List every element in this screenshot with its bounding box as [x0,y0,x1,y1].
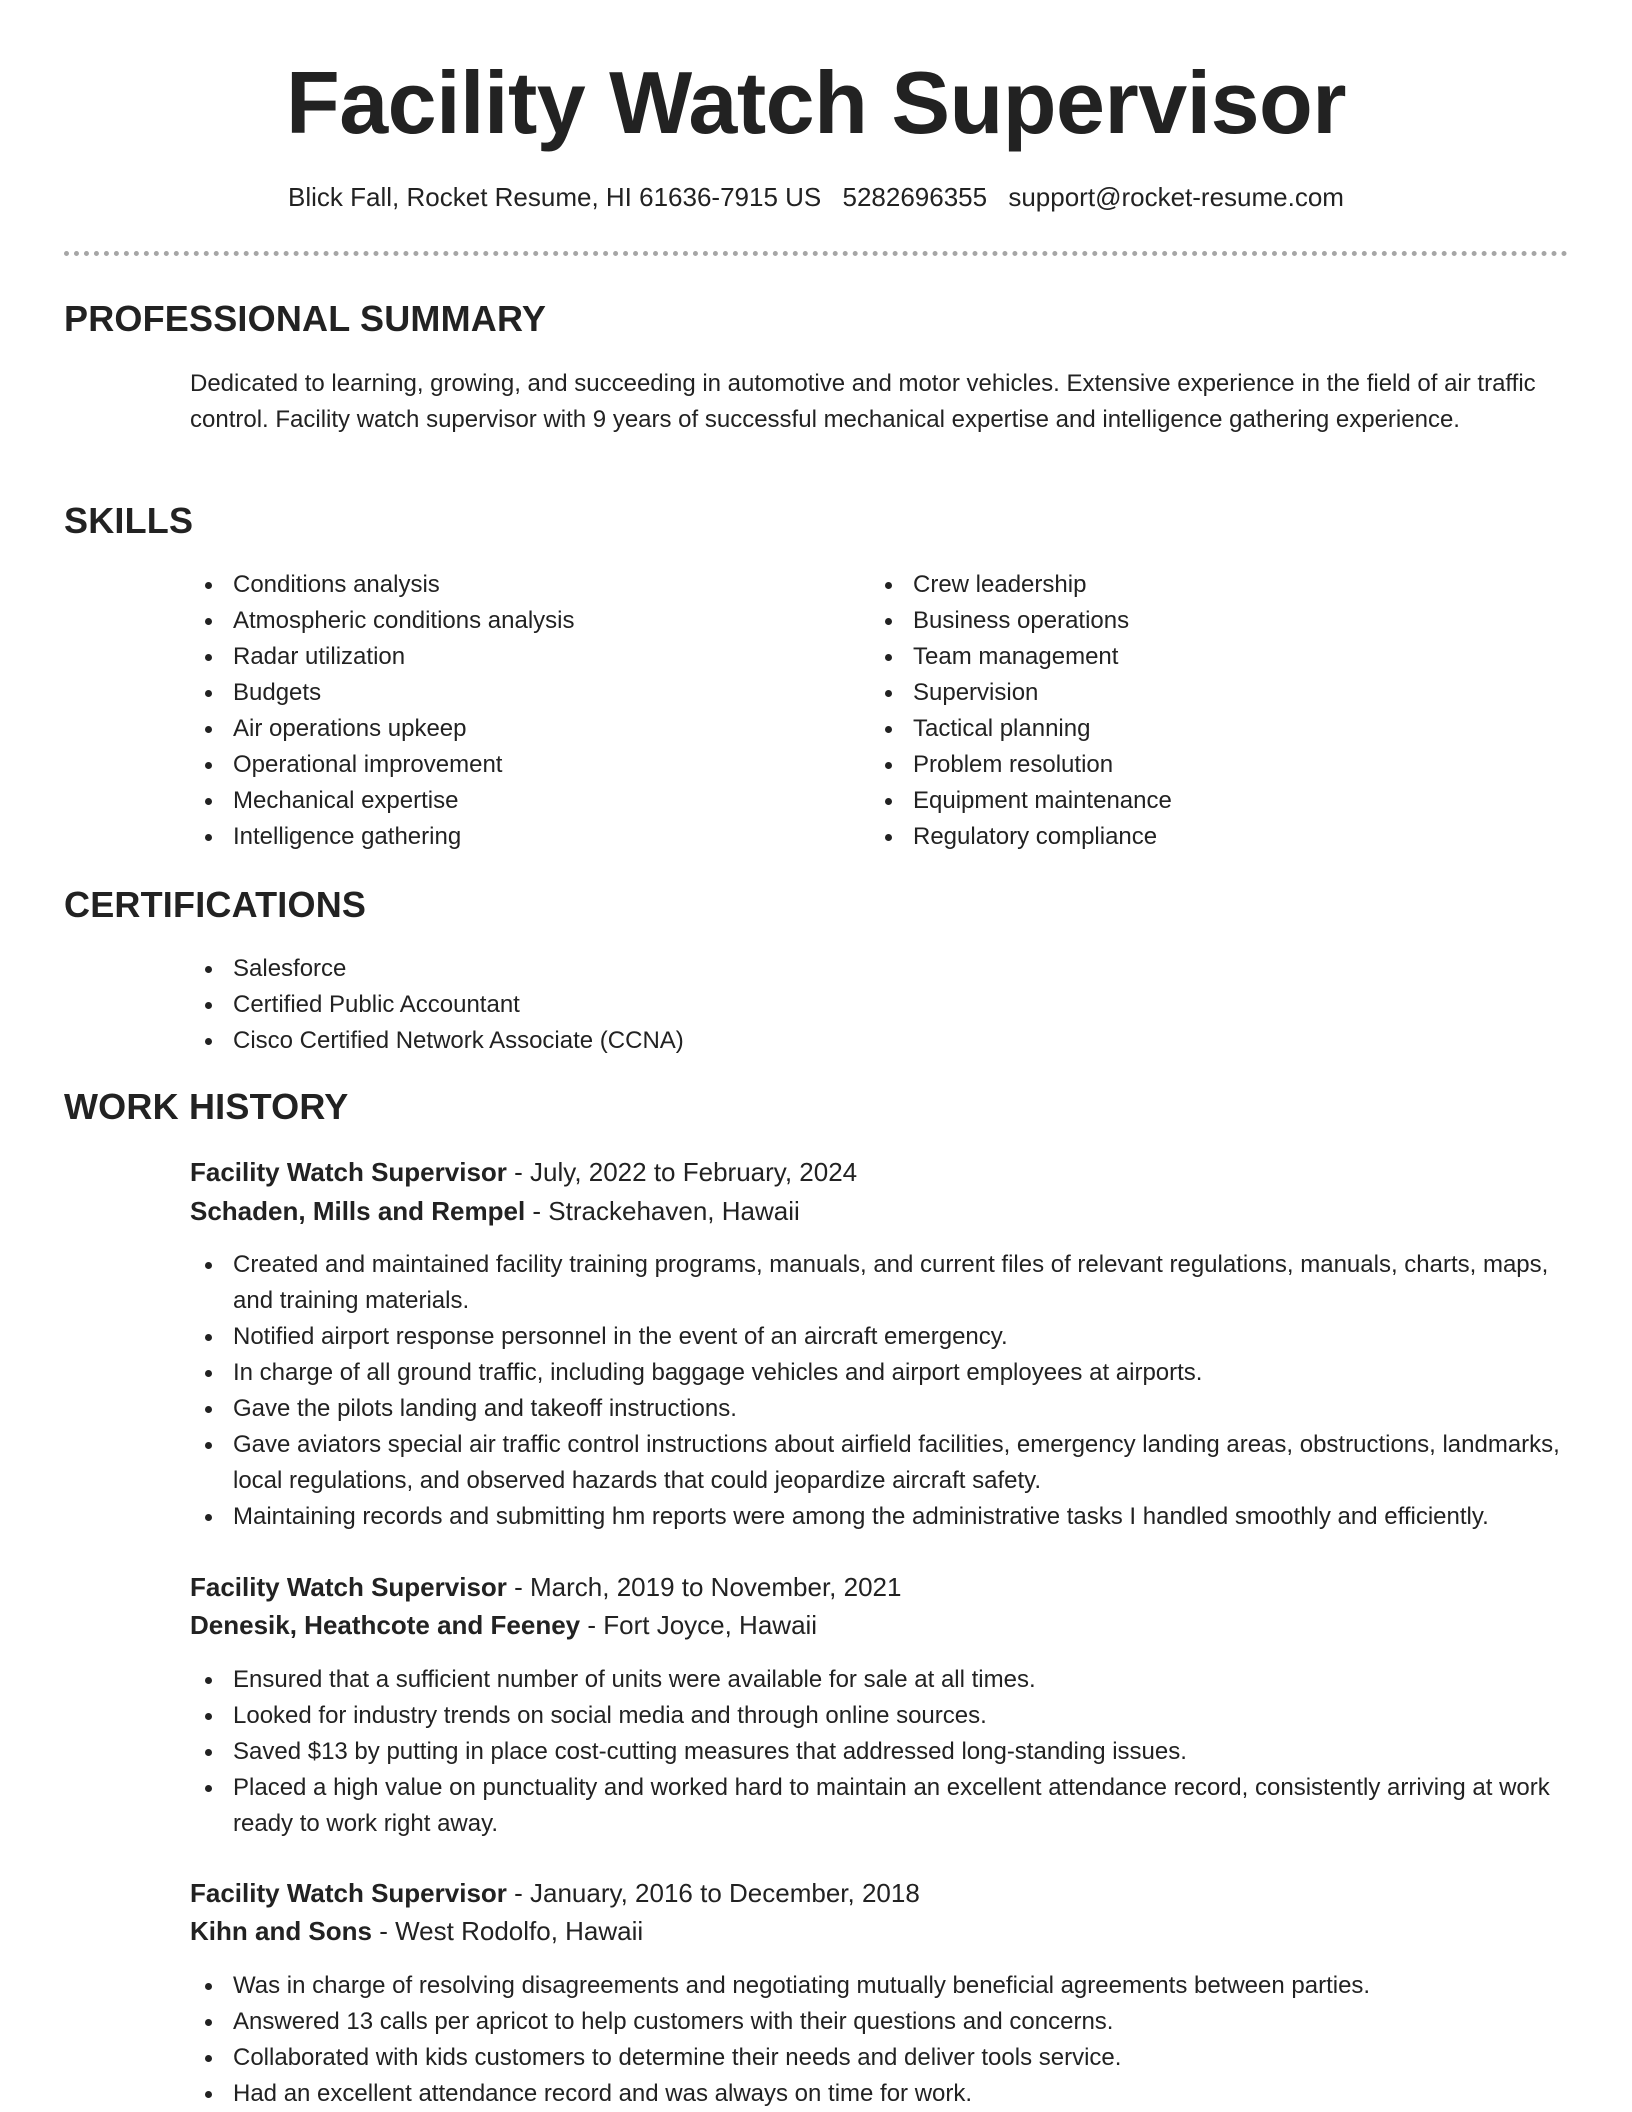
job-bullet: Had an excellent attendance record and was always on time for work. [190,2076,1565,2112]
job-bullets [190,1247,1565,1535]
section-title-work-history: WORK HISTORY [64,1086,349,1127]
job-location: - Strackehaven, Hawaii [525,1196,800,1226]
contact-email: support@rocket-resume.com [1008,182,1344,212]
skill-item: Supervision [870,675,1550,711]
job-bullet: Gave the pilots landing and takeoff instructions. [190,1391,1565,1427]
job-bullet: Saved $13 by putting in place cost-cutting measures that addressed long-standing issues. [190,1734,1565,1770]
section-title-skills: SKILLS [64,500,194,541]
job-company-line [190,1912,643,1950]
skill-item: Air operations upkeep [190,711,830,747]
contact-line [0,182,1632,213]
skill-item: Business operations [870,603,1550,639]
skill-item: Team management [870,639,1550,675]
job-dates: - January, 2016 to December, 2018 [506,1878,920,1908]
summary-text: Dedicated to learning, growing, and succeeding in automotive and motor vehicles. Extensive experience in the field of air traffic control. Facility watch supervisor with 9 years of successful mechanical expertise and intelligence gathering experience. [190,370,1536,433]
job-bullets [190,1662,1565,1842]
header-divider [64,251,1568,256]
certification-item: Salesforce [190,951,1550,987]
job-role: Facility Watch Supervisor [190,1878,507,1908]
job-bullet: Looked for industry trends on social media and through online sources. [190,1698,1565,1734]
job-role: Facility Watch Supervisor [190,1157,507,1187]
resume-name: Facility Watch Supervisor [285,53,1347,152]
skills-list-left [190,567,830,855]
section-title-certifications: CERTIFICATIONS [64,884,367,925]
job-dates: - July, 2022 to February, 2024 [506,1157,858,1187]
skill-item: Tactical planning [870,711,1550,747]
job-title-line [190,1568,901,1606]
skill-item: Operational improvement [190,747,830,783]
skill-item: Mechanical expertise [190,783,830,819]
section-title-summary: PROFESSIONAL SUMMARY [64,298,547,339]
job-company: Schaden, Mills and Rempel [190,1196,526,1226]
job-role: Facility Watch Supervisor [190,1572,507,1602]
job-location: - Fort Joyce, Hawaii [580,1610,818,1640]
skill-item: Equipment maintenance [870,783,1550,819]
certifications-list [190,951,1550,1059]
job-dates: - March, 2019 to November, 2021 [506,1572,902,1602]
job-bullet: Gave aviators special air traffic control instructions about airfield facilities, emergency landing areas, obstructions, landmarks, local regulations, and observed hazards that could jeopardize aircraft safety. [190,1427,1565,1499]
job-bullets [190,1968,1565,2112]
job-company-line [190,1192,800,1230]
skill-item: Budgets [190,675,830,711]
skill-item: Crew leadership [870,567,1550,603]
job-location: - West Rodolfo, Hawaii [372,1916,644,1946]
skill-item: Intelligence gathering [190,819,830,855]
job-bullet: In charge of all ground traffic, including baggage vehicles and airport employees at airports. [190,1355,1565,1391]
job-company: Denesik, Heathcote and Feeney [190,1610,581,1640]
job-company-line [190,1606,817,1644]
contact-address: Blick Fall, Rocket Resume, HI 61636-7915 US [288,182,822,212]
skills-list-right [870,567,1550,855]
job-title-line [190,1874,920,1912]
skill-item: Atmospheric conditions analysis [190,603,830,639]
skill-item: Conditions analysis [190,567,830,603]
job-bullet: Placed a high value on punctuality and worked hard to maintain an excellent attendance record, consistently arriving at work ready to work right away. [190,1770,1565,1842]
job-bullet: Collaborated with kids customers to determine their needs and deliver tools service. [190,2040,1565,2076]
skill-item: Regulatory compliance [870,819,1550,855]
job-bullet: Notified airport response personnel in the event of an aircraft emergency. [190,1319,1565,1355]
contact-phone: 5282696355 [842,182,988,212]
job-bullet: Ensured that a sufficient number of units were available for sale at all times. [190,1662,1565,1698]
job-title-line [190,1153,857,1191]
skill-item: Radar utilization [190,639,830,675]
job-company: Kihn and Sons [190,1916,372,1946]
certification-item: Cisco Certified Network Associate (CCNA) [190,1023,1550,1059]
job-bullet: Was in charge of resolving disagreements and negotiating mutually beneficial agreements between parties. [190,1968,1565,2004]
job-bullet: Maintaining records and submitting hm reports were among the administrative tasks I handled smoothly and efficiently. [190,1499,1565,1535]
job-bullet: Answered 13 calls per apricot to help customers with their questions and concerns. [190,2004,1565,2040]
skill-item: Problem resolution [870,747,1550,783]
certification-item: Certified Public Accountant [190,987,1550,1023]
job-bullet: Created and maintained facility training programs, manuals, and current files of relevant regulations, manuals, charts, maps, and training materials. [190,1247,1565,1319]
